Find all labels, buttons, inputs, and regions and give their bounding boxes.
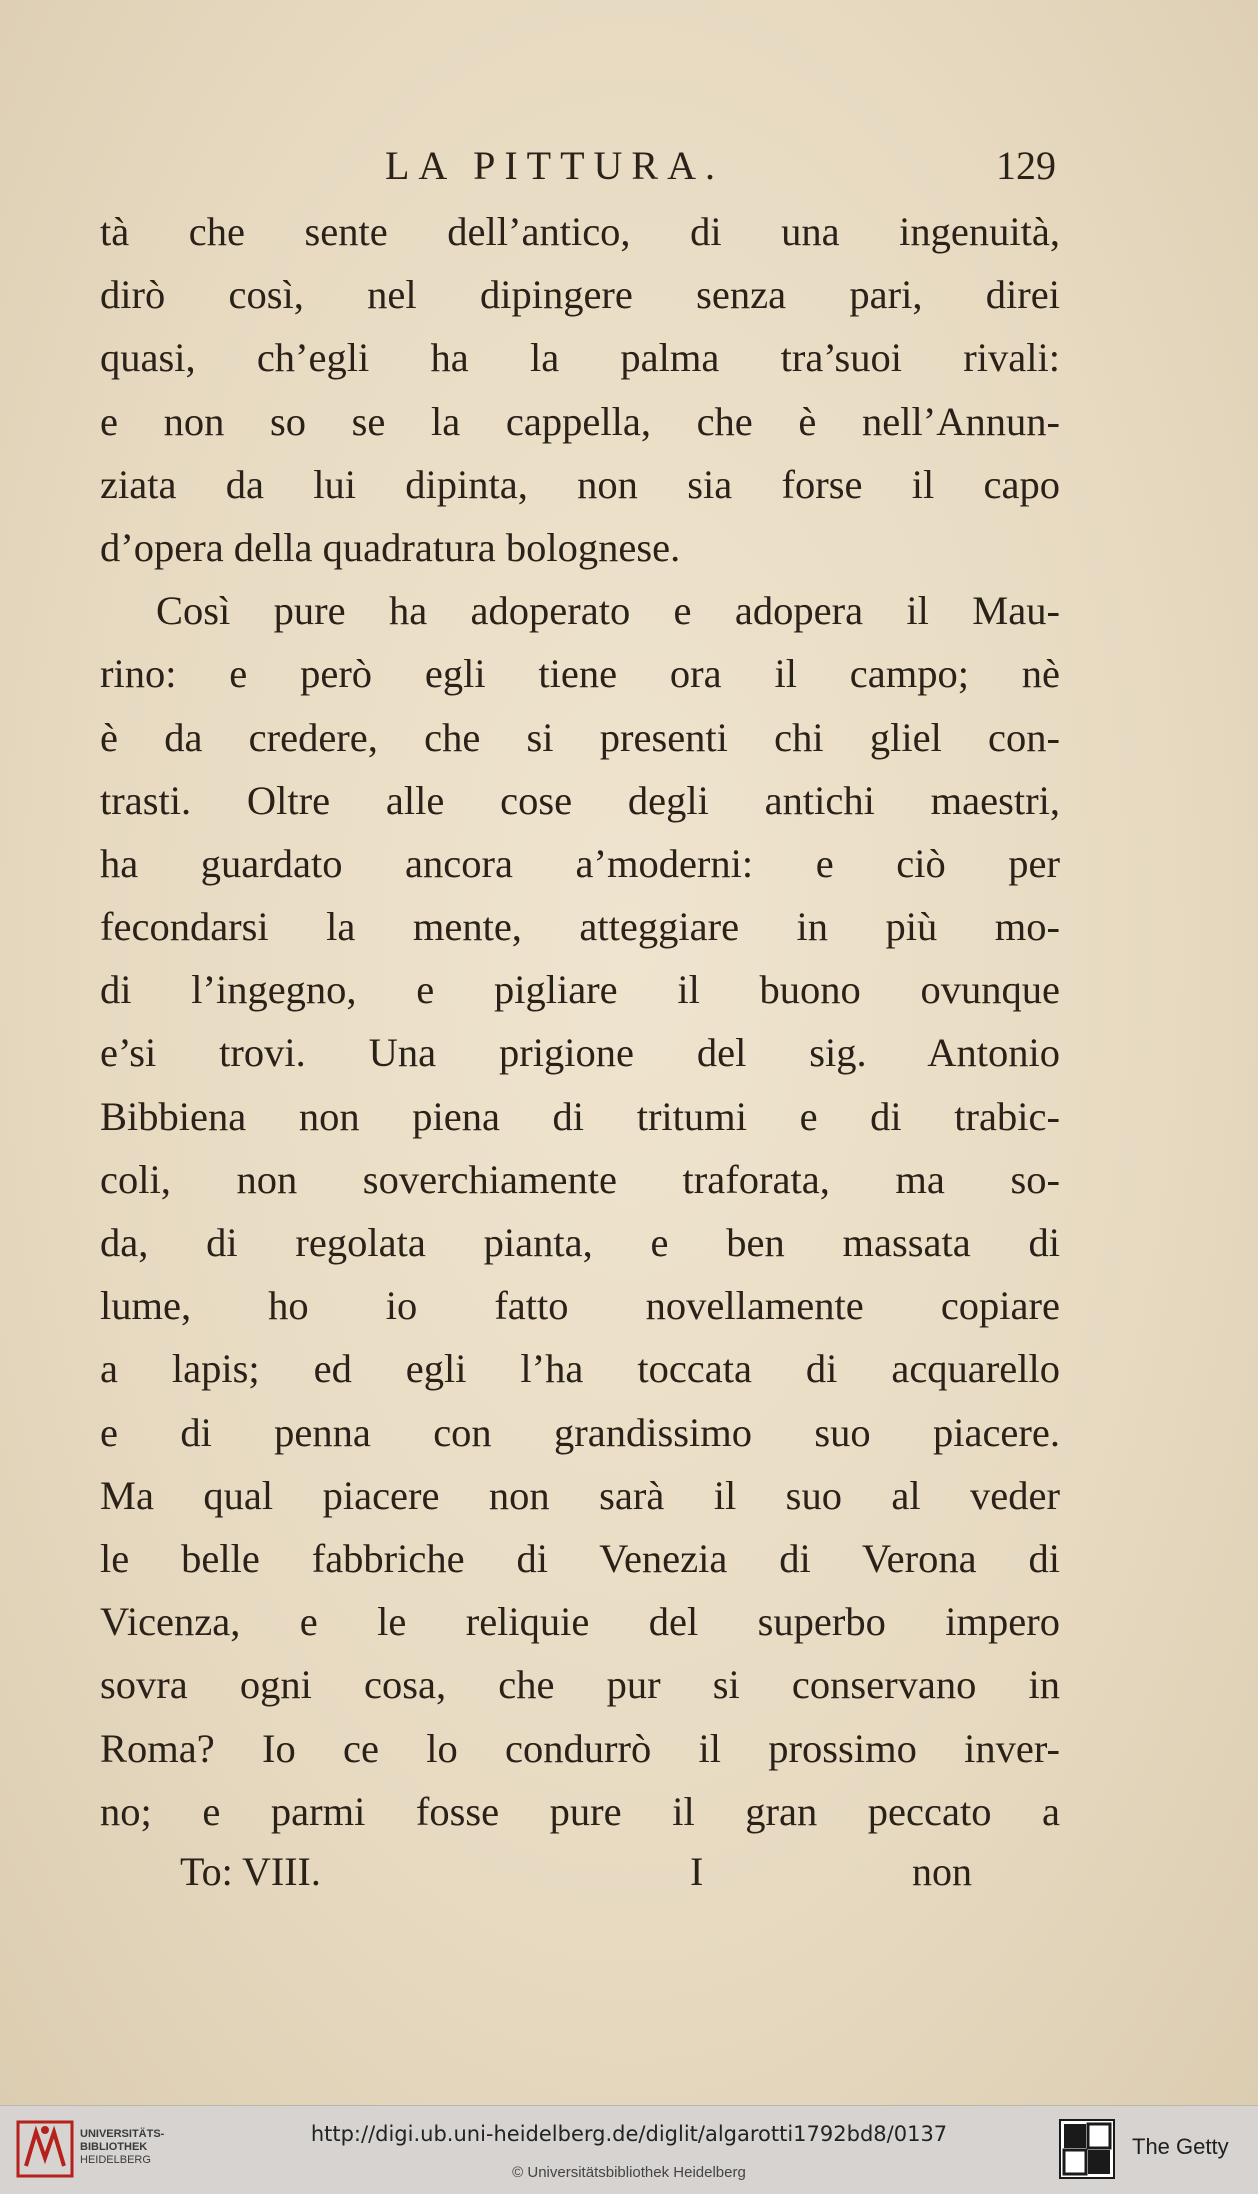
text-line: Roma? Io ce lo condurrò il prossimo inver-	[100, 1725, 1060, 1771]
text-line: e non so se la cappella, che è nell’Annun-	[100, 398, 1060, 444]
text-line: coli, non soverchiamente traforata, ma so-	[100, 1156, 1060, 1202]
text-line: quasi, ch’egli ha la palma tra’suoi rivali:	[100, 335, 1060, 381]
text-line: d’opera della quadratura bolognese.	[100, 524, 681, 570]
text-line: trasti. Oltre alle cose degli antichi maestri,	[100, 777, 1060, 823]
volume-mark: To: VIII.	[180, 1849, 321, 1894]
text-line: sovra ogni cosa, che pur si conservano in	[100, 1662, 1060, 1708]
text-line: Bibbiena non piena di tritumi e di trabic-	[100, 1093, 1060, 1139]
text-line: è da credere, che si presenti chi gliel con-	[100, 714, 1060, 760]
text-line: da, di regolata pianta, e ben massata di	[100, 1220, 1060, 1265]
body-text	[100, 200, 1060, 1843]
text-line: a lapis; ed egli l’ha toccata di acquarello	[100, 1346, 1060, 1392]
permalink-url[interactable]: http://digi.ub.uni-heidelberg.de/diglit/algarotti1792bd8/0137	[310, 2122, 948, 2146]
catchword: non	[912, 1849, 972, 1894]
text-line: e’si trovi. Una prigione del sig. Antonio	[100, 1030, 1060, 1076]
text-line: lume, ho io fatto novellamente copiare	[100, 1283, 1060, 1329]
viewer-footer-bar	[0, 2105, 1258, 2194]
text-line: le belle fabbriche di Venezia di Verona di	[100, 1535, 1060, 1581]
text-line: di l’ingegno, e pigliare il buono ovunque	[100, 967, 1060, 1013]
copyright-notice: © Universitätsbibliothek Heidelberg	[512, 2164, 746, 2181]
text-line: no; e parmi fosse pure il gran peccato a	[100, 1788, 1060, 1834]
text-line: rino: e però egli tiene ora il campo; nè	[100, 651, 1060, 697]
page-footer	[100, 1848, 1060, 1918]
text-line: tà che sente dell’antico, di una ingenuità,	[100, 209, 1060, 254]
text-line: Così pure ha adoperato e adopera il Mau-	[156, 588, 1060, 634]
library-name: UNIVERSITÄTS- BIBLIOTHEK HEIDELBERG	[80, 2128, 165, 2166]
signature-mark: I	[690, 1849, 704, 1894]
text-line: dirò così, nel dipingere senza pari, direi	[100, 272, 1060, 318]
getty-name: The Getty	[1132, 2134, 1229, 2159]
text-line: fecondarsi la mente, atteggiare in più mo-	[100, 904, 1060, 950]
text-line: ha guardato ancora a’moderni: e ciò per	[100, 840, 1060, 886]
text-line: Vicenza, e le reliquie del superbo impero	[100, 1599, 1060, 1645]
running-title: LA PITTURA.	[385, 143, 724, 188]
page-number: 129	[996, 143, 1056, 188]
text-line: ziata da lui dipinta, non sia forse il capo	[100, 461, 1060, 507]
page-header	[100, 142, 1060, 202]
text-line: Ma qual piacere non sarà il suo al veder	[100, 1472, 1060, 1518]
getty-logo-icon	[1058, 2118, 1116, 2180]
text-line: e di penna con grandissimo suo piacere.	[100, 1409, 1060, 1455]
